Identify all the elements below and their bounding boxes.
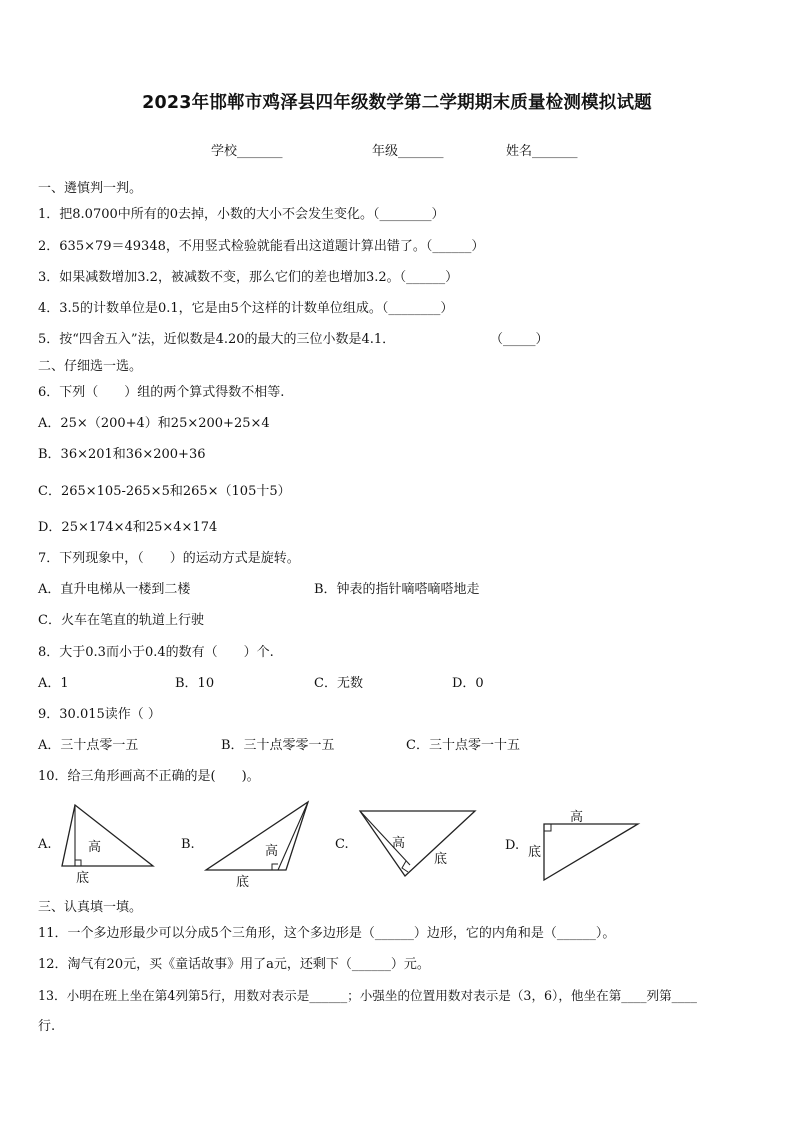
- triangle-figure-b: [200, 798, 315, 878]
- section-1-heading: 一、遴慎判一判。: [38, 181, 143, 196]
- question-8-option-d: D．0: [452, 676, 484, 691]
- section-3-heading: 三、认真填一填。: [38, 900, 143, 915]
- question-6-option-a: A．25×（200+4）和25×200+25×4: [38, 416, 270, 431]
- question-10-option-c-label: C.: [335, 837, 349, 852]
- triangle-figure-c: [355, 806, 480, 881]
- question-9-option-b: B．三十点零零一五: [221, 738, 335, 753]
- name-field: 姓名_______: [506, 144, 578, 159]
- figure-d-height-label: 高: [570, 810, 584, 825]
- question-13-continued: 行.: [38, 1019, 56, 1034]
- question-7-option-b: B．钟表的指针嘀嗒嘀嗒地走: [314, 582, 480, 597]
- page-title: 2023年邯郸市鸡泽县四年级数学第二学期期末质量检测模拟试题: [142, 93, 652, 113]
- question-9-option-c: C．三十点零一十五: [406, 738, 520, 753]
- question-6: 6．下列（ ）组的两个算式得数不相等.: [38, 385, 285, 400]
- school-field: 学校_______: [211, 144, 283, 159]
- question-7: 7．下列现象中，（ ）的运动方式是旋转。: [38, 551, 300, 566]
- question-7-option-c: C．火车在笔直的轨道上行驶: [38, 613, 204, 628]
- figure-a-base-label: 底: [76, 871, 90, 886]
- question-5-blank: （_____）: [490, 332, 549, 347]
- section-2-heading: 二、仔细选一选。: [38, 359, 143, 374]
- question-10-option-d-label: D.: [505, 838, 520, 853]
- question-8: 8．大于0.3而小于0.4的数有（ ）个.: [38, 645, 274, 660]
- question-1: 1．把8.0700中所有的0去掉，小数的大小不会发生变化。（________）: [38, 207, 445, 222]
- figure-c-base-label: 底: [434, 852, 448, 867]
- triangle-figure-a: [55, 800, 160, 885]
- question-7-option-a: A．直升电梯从一楼到二楼: [38, 582, 191, 597]
- triangle-figure-d: [538, 818, 643, 884]
- question-10: 10．给三角形画高不正确的是( )。: [38, 769, 260, 784]
- question-11: 11．一个多边形最少可以分成5个三角形，这个多边形是（______）边形，它的内角和是（______）。: [38, 926, 616, 941]
- question-8-option-b: B．10: [175, 676, 215, 691]
- question-10-option-a-label: A.: [38, 837, 52, 852]
- question-12: 12．淘气有20元，买《童话故事》用了a元，还剩下（______）元。: [38, 957, 430, 972]
- figure-b-height-label: 高: [265, 844, 279, 859]
- question-6-option-b: B．36×201和36×200+36: [38, 447, 206, 462]
- question-6-option-d: D．25×174×4和25×4×174: [38, 520, 218, 535]
- question-6-option-c: C．265×105-265×5和265×（105十5）: [38, 484, 291, 499]
- figure-a-height-label: 高: [88, 840, 102, 855]
- question-9-option-a: A．三十点零一五: [38, 738, 139, 753]
- question-13: 13．小明在班上坐在第4列第5行，用数对表示是______；小强坐的位置用数对表示是（3，6），他坐在第____列第____: [38, 988, 697, 1003]
- figure-c-height-label: 高: [392, 836, 406, 851]
- question-4: 4．3.5的计数单位是0.1，它是由5个这样的计数单位组成。（________）: [38, 301, 454, 316]
- figure-d-base-label: 底: [528, 845, 542, 860]
- question-3: 3．如果减数增加3.2，被减数不变，那么它们的差也增加3.2。（______）: [38, 270, 459, 285]
- figure-b-base-label: 底: [236, 875, 250, 890]
- question-5: 5．按“四舍五入”法，近似数是4.20的最大的三位小数是4.1．: [38, 332, 396, 347]
- question-8-option-c: C．无数: [314, 676, 363, 691]
- question-9: 9．30.015读作（ ）: [38, 707, 161, 722]
- grade-field: 年级_______: [372, 144, 444, 159]
- question-8-option-a: A．1: [38, 676, 69, 691]
- question-2: 2．635×79＝49348，不用竖式检验就能看出这道题计算出错了。（______）: [38, 239, 485, 254]
- question-10-option-b-label: B.: [181, 837, 195, 852]
